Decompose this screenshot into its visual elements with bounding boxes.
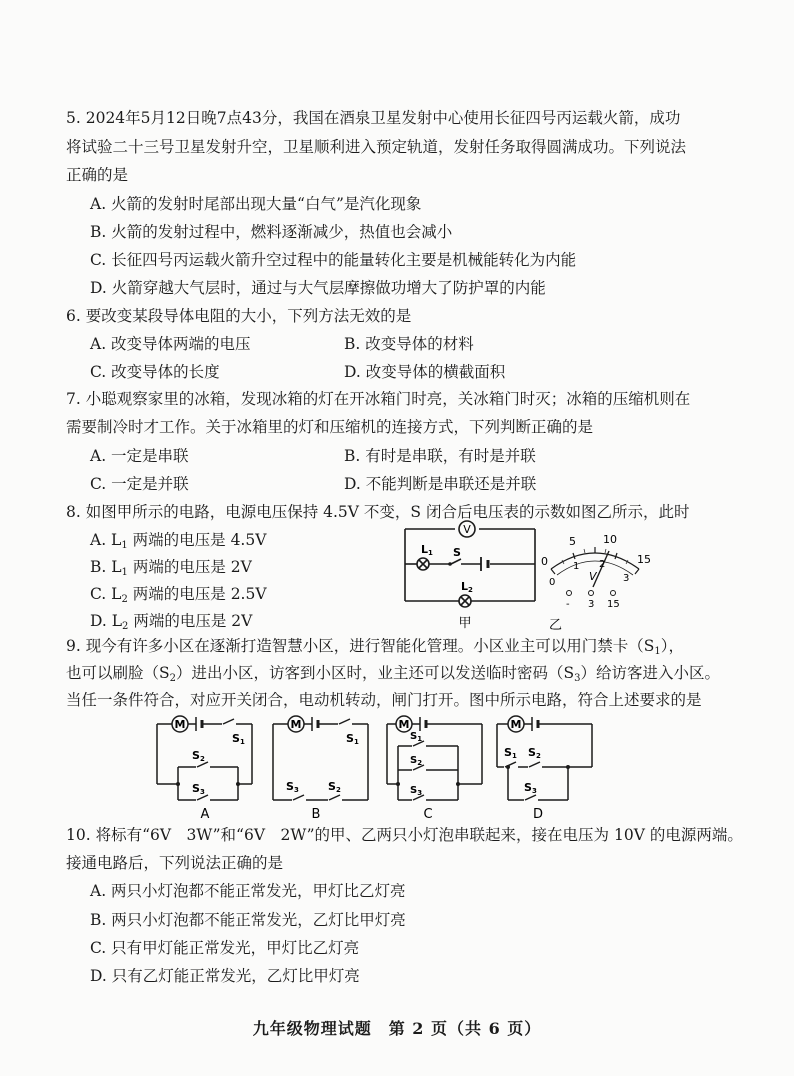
q7-option-c: C. 一定是并联	[90, 475, 189, 493]
q5-stem-line3: 正确的是	[66, 166, 129, 184]
q8-option-b: B. $L_1$ 两端的电压是 2V	[90, 558, 252, 578]
switch-s1-label: S1	[232, 732, 245, 746]
switch-s3-label: S3	[192, 782, 205, 796]
circuit-c-label: C	[423, 807, 433, 822]
q6-option-c: C. 改变导体的长度	[90, 363, 220, 381]
switch-s1-label: S1	[346, 732, 359, 746]
circuit-a-label: A	[200, 807, 210, 822]
circuit-d-label: D	[532, 807, 544, 822]
terminal-negative: -	[566, 599, 570, 610]
q10-stem-line1: 10. 将标有“6V 3W”和“6V 2W”的甲、乙两只小灯泡串联起来，接在电压为 10V 的电源两端。	[66, 826, 743, 844]
figure-yi-caption: 乙	[549, 618, 563, 633]
switch-s3-label: S3	[524, 781, 537, 795]
q8-circuit-diagram-jia	[395, 515, 545, 633]
dial-bottom-2: 2	[599, 559, 606, 570]
dial-bottom-0: 0	[549, 577, 556, 588]
q5-option-a: A. 火箭的发射时尾部出现大量“白气”是汽化现象	[90, 195, 422, 213]
q7-option-a: A. 一定是串联	[90, 447, 189, 465]
q10-stem-line2: 接通电路后，下列说法正确的是	[66, 854, 284, 872]
q9-circuit-d	[490, 712, 600, 822]
q9-stem-line1: 9. 现今有许多小区在逐渐打造智慧小区，进行智能化管理。小区业主可以用门禁卡$(S_1)$，	[66, 637, 684, 657]
q6-option-b: B. 改变导体的材料	[344, 335, 474, 353]
terminal-15: 15	[607, 599, 620, 610]
switch-s2-label: S2	[528, 746, 541, 760]
q7-option-d: D. 不能判断是串联还是并联	[344, 475, 537, 493]
q10-option-d: D. 只有乙灯能正常发光，乙灯比甲灯亮	[90, 967, 360, 985]
switch-s2-label: S2	[192, 749, 205, 763]
q7-option-b: B. 有时是串联，有时是并联	[344, 447, 536, 465]
motor-label: M	[174, 718, 186, 731]
switch-s2-label: $S_2$	[410, 755, 423, 767]
dial-top-10: 10	[603, 533, 617, 546]
q10-option-c: C. 只有甲灯能正常发光，甲灯比乙灯亮	[90, 939, 360, 957]
q7-stem-line1: 7. 小聪观察家里的冰箱，发现冰箱的灯在开冰箱门时亮，关冰箱门时灭；冰箱的压缩机则在	[66, 390, 691, 408]
q5-option-c: C. 长征四号丙运载火箭升空过程中的能量转化主要是机械能转化为内能	[90, 251, 577, 269]
q9-circuit-a	[150, 712, 260, 822]
dial-top-15: 15	[637, 553, 651, 566]
q9-stem-line2: 也可以刷脸$(S_2)$进出小区，访客到小区时，业主还可以发送临时密码$(S_3)$给访客进入小区。	[66, 664, 721, 684]
voltmeter-label: V	[463, 523, 471, 536]
q8-option-d: D. $L_2$ 两端的电压是 2V	[90, 612, 253, 632]
q10-option-a: A. 两只小灯泡都不能正常发光，甲灯比乙灯亮	[90, 882, 406, 900]
lamp-l1-label: L1	[421, 543, 433, 557]
switch-s-label: S	[453, 546, 461, 559]
switch-s2-label: S2	[328, 780, 341, 794]
motor-label: M	[510, 718, 522, 731]
circuit-b-label: B	[311, 807, 321, 822]
dial-unit: V	[589, 570, 597, 583]
dial-bottom-3: 3	[623, 573, 630, 584]
motor-label: M	[398, 718, 410, 731]
lamp-l2-label: L2	[461, 580, 473, 594]
q5-option-d: D. 火箭穿越大气层时，通过与大气层摩擦做功增大了防护罩的内能	[90, 279, 546, 297]
q8-option-a: A. $L_1$ 两端的电压是 4.5V	[90, 531, 267, 551]
dial-top-0: 0	[541, 555, 548, 568]
switch-s1-label: $S_1$	[410, 731, 423, 743]
q9-circuit-c	[380, 712, 490, 822]
dial-top-5: 5	[569, 535, 576, 548]
page-footer: 九年级物理试题 第 2 页（共 6 页）	[252, 1019, 542, 1038]
q8-stem: 8. 如图甲所示的电路，电源电压保持 4.5V 不变，S 闭合后电压表的示数如图乙所示，此时	[66, 503, 690, 521]
switch-s3-label: $S_3$	[410, 785, 423, 797]
figure-jia-caption: 甲	[458, 616, 472, 631]
q8-voltmeter-dial-yi	[533, 533, 653, 633]
q10-option-b: B. 两只小灯泡都不能正常发光，乙灯比甲灯亮	[90, 911, 406, 929]
dial-bottom-1: 1	[573, 561, 580, 572]
q9-stem-line3: 当任一条件符合，对应开关闭合，电动机转动，闸门打开。图中所示电路，符合上述要求的是	[66, 691, 702, 709]
q6-option-d: D. 改变导体的横截面积	[344, 363, 506, 381]
switch-s1-label: S1	[504, 746, 517, 760]
q6-stem: 6. 要改变某段导体电阻的大小，下列方法无效的是	[66, 307, 412, 325]
motor-label: M	[290, 718, 302, 731]
q5-stem-line2: 将试验二十三号卫星发射升空，卫星顺利进入预定轨道，发射任务取得圆满成功。下列说法	[66, 138, 687, 156]
q8-option-c: C. $L_2$ 两端的电压是 2.5V	[90, 585, 267, 605]
terminal-3: 3	[588, 599, 595, 610]
q9-circuit-b	[266, 712, 376, 822]
q5-stem-line1: 5. 2024年5月12日晚7点43分，我国在酒泉卫星发射中心使用长征四号丙运载火箭，成功	[66, 109, 681, 127]
q5-option-b: B. 火箭的发射过程中，燃料逐渐减少，热值也会减小	[90, 223, 453, 241]
q6-option-a: A. 改变导体两端的电压	[90, 335, 251, 353]
switch-s3-label: S3	[286, 780, 299, 794]
q7-stem-line2: 需要制冷时才工作。关于冰箱里的灯和压缩机的连接方式，下列判断正确的是	[66, 418, 594, 436]
